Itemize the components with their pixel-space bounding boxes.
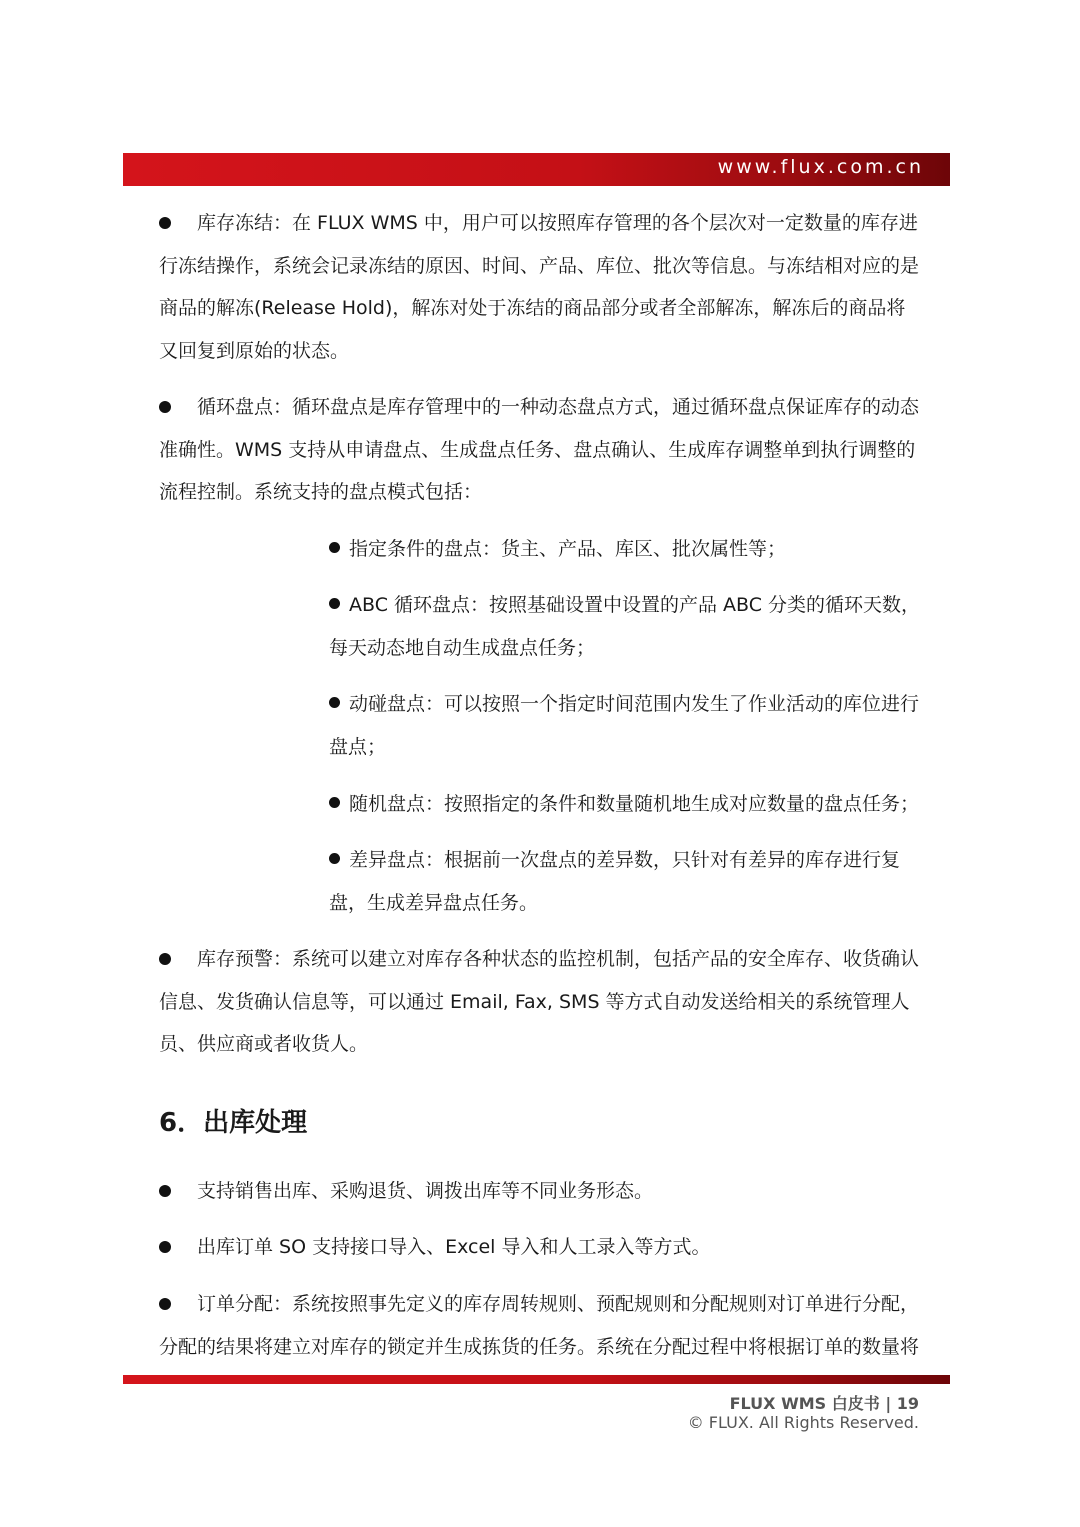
paragraph-inventory-freeze: 库存冻结：在 FLUX WMS 中，用户可以按照库存管理的各个层次对一定数量的库存进行冻结操作，系统会记录冻结的原因、时间、产品、库位、批次等信息。与冻结相对应的是商品的解冻(Release Hold)，解冻对处于冻结的商品部分或者全部解冻，解冻后的商品将又回复到原始的状态。 — [159, 212, 920, 362]
paragraph-cycle-count: 循环盘点：循环盘点是库存管理中的一种动态盘点方式，通过循环盘点保证库存的动态准确性。WMS 支持从申请盘点、生成盘点任务、盘点确认、生成库存调整单到执行调整的流程控制。系统支持的盘点模式包括： — [159, 396, 920, 503]
header-url: www.flux.com.cn — [717, 156, 924, 178]
bullet-dot — [329, 697, 340, 708]
bullet-dot — [329, 797, 340, 808]
sub-item-movement-count: 动碰盘点：可以按照一个指定时间范围内发生了作业活动的库位进行盘点； — [329, 693, 920, 758]
paragraph-inventory-warning: 库存预警：系统可以建立对库存各种状态的监控机制，包括产品的安全库存、收货确认信息、发货确认信息等，可以通过 Email, Fax, SMS 等方式自动发送给相关的系统管理人员、供应商或者收货人。 — [159, 948, 920, 1055]
sub-item-conditional-count: 指定条件的盘点：货主、产品、库区、批次属性等； — [329, 528, 921, 571]
paragraph-so-import: 出库订单 SO 支持接口导入、Excel 导入和人工录入等方式。 — [197, 1236, 711, 1258]
paragraph-outbound-types: 支持销售出库、采购退货、调拨出库等不同业务形态。 — [197, 1180, 654, 1202]
footer-copyright: © FLUX. All Rights Reserved. — [687, 1413, 919, 1432]
sub-item-variance-count: 差异盘点：根据前一次盘点的差异数，只针对有差异的库存进行复盘，生成差异盘点任务。 — [329, 849, 901, 914]
header-bar — [123, 153, 950, 186]
section-title: 6．出库处理 — [159, 1108, 308, 1138]
paragraph-order-allocation: 订单分配：系统按照事先定义的库存周转规则、预配规则和分配规则对订单进行分配，分配的结果将建立对库存的锁定并生成拣货的任务。系统在分配过程中将根据订单的数量将 — [159, 1293, 920, 1358]
bullet-dot — [329, 542, 340, 553]
footer-doc-label: FLUX WMS 白皮书 | 19 — [729, 1394, 919, 1413]
bullet-dot — [329, 598, 340, 609]
sub-item-abc-count: ABC 循环盘点：按照基础设置中设置的产品 ABC 分类的循环天数，每天动态地自动生成盘点任务； — [329, 594, 921, 659]
footer-bar — [123, 1375, 950, 1384]
bullet-dot — [329, 853, 340, 864]
sub-item-random-count: 随机盘点：按照指定的条件和数量随机地生成对应数量的盘点任务； — [329, 783, 921, 826]
